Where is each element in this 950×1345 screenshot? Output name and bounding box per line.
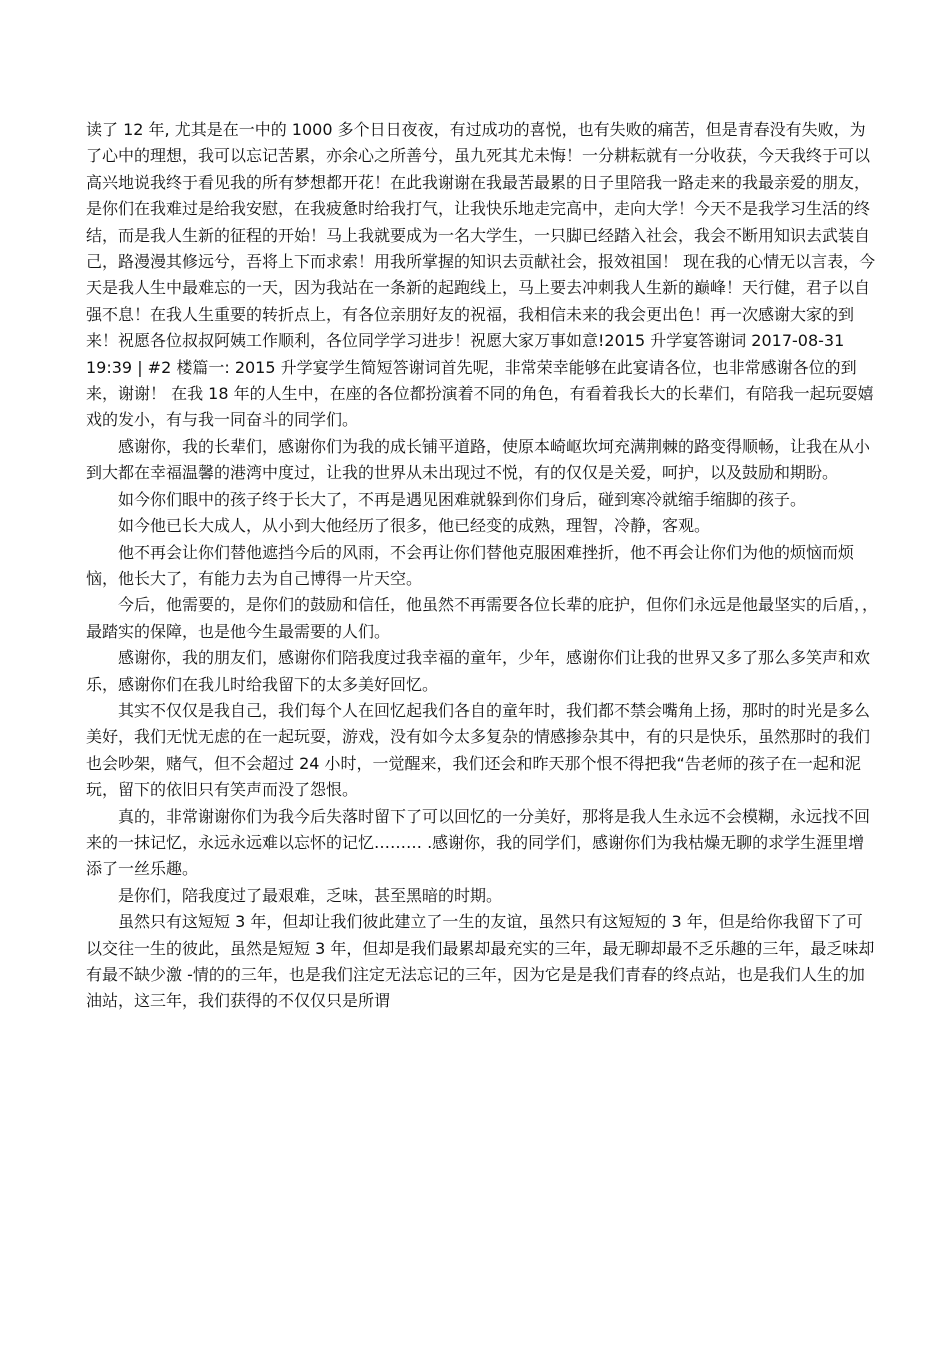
paragraph-9: 真的，非常谢谢你们为我今后失落时留下了可以回忆的一分美好，那将是我人生永远不会模糊，永远找不回来的一抹记忆，永远永远难以忘怀的记忆……… .感谢你，我的同学们，感谢你们为我枯燥无聊的求学生涯里增添了一丝乐趣。 xyxy=(86,806,871,879)
paragraph-10: 是你们，陪我度过了最艰难，乏味，甚至黑暗的时期。 xyxy=(118,885,503,905)
paragraph-3: 如今你们眼中的孩子终于长大了，不再是遇见困难就躲到你们身后，碰到寒冷就缩手缩脚的孩子。 xyxy=(118,489,807,509)
paragraph-4: 如今他已长大成人，从小到大他经历了很多，他已经变的成熟，理智，冷静，客观。 xyxy=(118,516,711,536)
paragraph-8: 其实不仅仅是我自己，我们每个人在回忆起我们各自的童年时，我们都不禁会嘴角上扬，那时的时光是多么美好，我们无忧无虑的在一起玩耍，游戏，没有如今太多复杂的情感掺杂其中，有的只是快乐，虽然那时的我们也会吵架，赌气，但不会超过 24 小时，一觉醒来，我们还会和昨天那个恨不得把我“告老师的孩子在一起和泥玩，留下的依旧只有笑声而没了怨恨。 xyxy=(86,700,871,800)
paragraph-7: 感谢你，我的朋友们，感谢你们陪我度过我幸福的童年，少年，感谢你们让我的世界又多了那么多笑声和欢乐，感谢你们在我儿时给我留下的太多美好回忆。 xyxy=(86,648,871,694)
document-body xyxy=(86,117,878,1015)
paragraph-11: 虽然只有这短短 3 年，但却让我们彼此建立了一生的友谊，虽然只有这短短的 3 年，但是给你我留下了可以交往一生的彼此，虽然是短短 3 年，但却是我们最累却最充实的三年，最无聊却最不乏乐趣的三年，最乏味却有最不缺少激 -情的的三年，也是我们注定无法忘记的三年，因为它是是我们青春的终点站，也是我们人生的加油站，这三年，我们获得的不仅仅只是所谓 xyxy=(86,912,875,1011)
paragraph-5: 他不再会让你们替他遮挡今后的风雨，不会再让你们替他克服困难挫折，他不再会让你们为他的烦恼而烦恼，他长大了，有能力去为自己博得一片天空。 xyxy=(86,542,855,588)
paragraph-6: 今后，他需要的，是你们的鼓励和信任，他虽然不再需要各位长辈的庇护，但你们永远是他最坚实的后盾，，最踏实的保障，也是他今生最需要的人们。 xyxy=(86,595,879,641)
paragraph-1: 读了 12 年, 尤其是在一中的 1000 多个日日夜夜，有过成功的喜悦，也有失败的痛苦，但是青春没有失败，为了心中的理想，我可以忘记苦累，亦余心之所善兮，虽九死其尤未悔！一分耕耘就有一分收获，今天我终于可以高兴地说我终于看见我的所有梦想都开花！在此我谢谢在我最苦最累的日子里陪我一路走来的我最亲爱的朋友，是你们在我难过是给我安慰，在我疲惫时给我打气，让我快乐地走完高中，走向大学！今天不是我学习生活的终结，而是我人生新的征程的开始！马上我就要成为一名大学生，一只脚已经踏入社会，我会不断用知识去武装自己，路漫漫其修远兮，吾将上下而求索！用我所掌握的知识去贡献社会，报效祖国！ 现在我的心情无以言表，今天是我人生中最难忘的一天，因为我站在一条新的起跑线上，马上要去冲刺我人生新的巅峰！天行健，君子以自强不息！在我人生重要的转折点上，有各位亲朋好友的祝福，我相信未来的我会更出色！再一次感谢大家的到来！祝愿各位叔叔阿姨工作顺利，各位同学学习进步！祝愿大家万事如意!2015 升学宴答谢词 2017-08-31 19:39 | #2 楼篇一: 2015 升学宴学生简短答谢词首先呢，非常荣幸能够在此宴请各位，也非常感谢各位的到来，谢谢！ 在我 18 年的人生中，在座的各位都扮演着不同的角色，有看着我长大的长辈们，有陪我一起玩耍嬉戏的发小，有与我一同奋斗的同学们。 xyxy=(86,120,876,430)
paragraph-2: 感谢你，我的长辈们，感谢你们为我的成长铺平道路，使原本崎岖坎坷充满荆棘的路变得顺畅，让我在从小到大都在幸福温馨的港湾中度过，让我的世界从未出现过不悦，有的仅仅是关爱，呵护，以及鼓励和期盼。 xyxy=(86,436,871,483)
